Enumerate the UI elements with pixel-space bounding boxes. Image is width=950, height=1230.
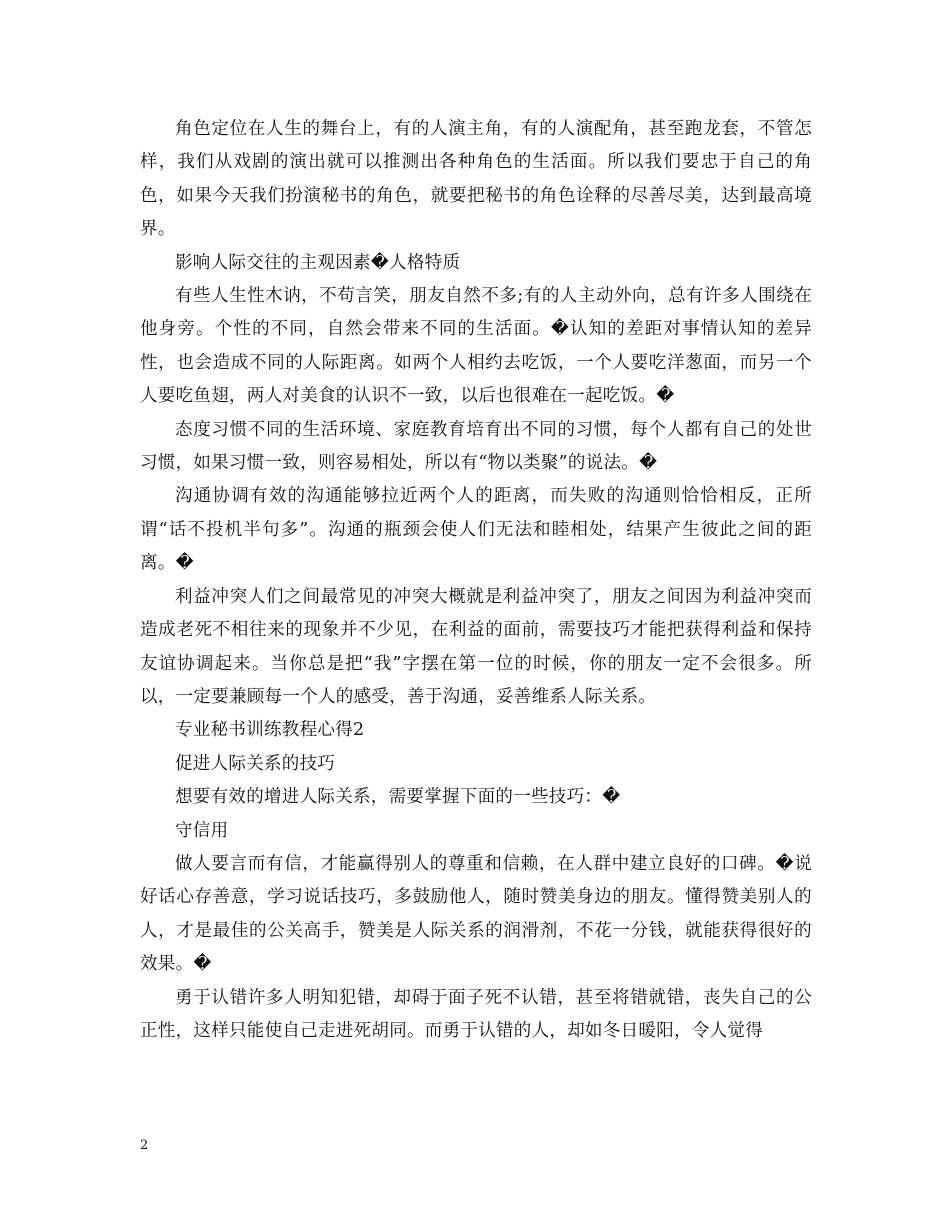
paragraph-skills-intro: 想要有效的增进人际关系，需要掌握下面的一些技巧：� — [175, 787, 621, 808]
heading-section-2: 专业秘书训练教程心得2 — [175, 720, 365, 741]
paragraph-admit-mistakes: 勇于认错许多人明知犯错，却碍于面子死不认错，甚至将错就错，丧失自己的公正性，这样只能使自己走进死胡同。而勇于认错的人，却如冬日暖阳，令人觉得 — [140, 987, 812, 1041]
paragraph-attitude-habits: 态度习惯不同的生活环境、家庭教育培育出不同的习惯，每个人都有自己的处世习惯，如果习惯一致，则容易相处，所以有“物以类聚”的说法。� — [140, 419, 812, 474]
paragraph-role-positioning: 角色定位在人生的舞台上，有的人演主角，有的人演配角，甚至跑龙套，不管怎样，我们从戏剧的演出就可以推测出各种角色的生活面。所以我们要忠于自己的角色，如果今天我们扮演秘书的角色，就要把秘书的角色诠释的尽善尽美，达到最高境界。 — [140, 119, 812, 240]
heading-subjective-factors: 影响人际交往的主观因素�人格特质 — [175, 252, 461, 273]
heading-keep-promise: 守信用 — [175, 820, 229, 841]
page-number: 2 — [140, 1138, 149, 1153]
paragraph-interest-conflict: 利益冲突人们之间最常见的冲突大概就是利益冲突了，朋友之间因为利益冲突而造成老死不相往来的现象并不少见，在利益的面前，需要技巧才能把获得利益和保持友谊协调起来。当你总是把“我”字摆在第一位的时候，你的朋友一定不会很多。所以，一定要兼顾每一个人的感受，善于沟通，妥善维系人际关系。 — [140, 586, 812, 707]
document-body — [140, 113, 812, 1048]
paragraph-trust: 做人要言而有信，才能赢得别人的尊重和信赖，在人群中建立良好的口碑。�说好话心存善意，学习说话技巧，多鼓励他人，随时赞美身边的朋友。懂得赞美别人的人，才是最佳的公关高手，赞美是人际关系的润滑剂，不花一分钱，就能获得很好的效果。� — [140, 853, 812, 975]
paragraph-communication: 沟通协调有效的沟通能够拉近两个人的距离，而失败的沟通则恰恰相反，正所谓“话不投机半句多”。沟通的瓶颈会使人们无法和睦相处，结果产生彼此之间的距离。� — [140, 486, 812, 574]
heading-skills: 促进人际关系的技巧 — [175, 753, 336, 774]
paragraph-personality: 有些人生性木讷，不苟言笑，朋友自然不多;有的人主动外向，总有许多人围绕在他身旁。个性的不同，自然会带来不同的生活面。�认知的差距对事情认知的差异性，也会造成不同的人际距离。如两个人相约去吃饭，一个人要吃洋葱面，而另一个人要吃鱼翅，两人对美食的认识不一致，以后也很难在一起吃饭。� — [140, 286, 812, 407]
